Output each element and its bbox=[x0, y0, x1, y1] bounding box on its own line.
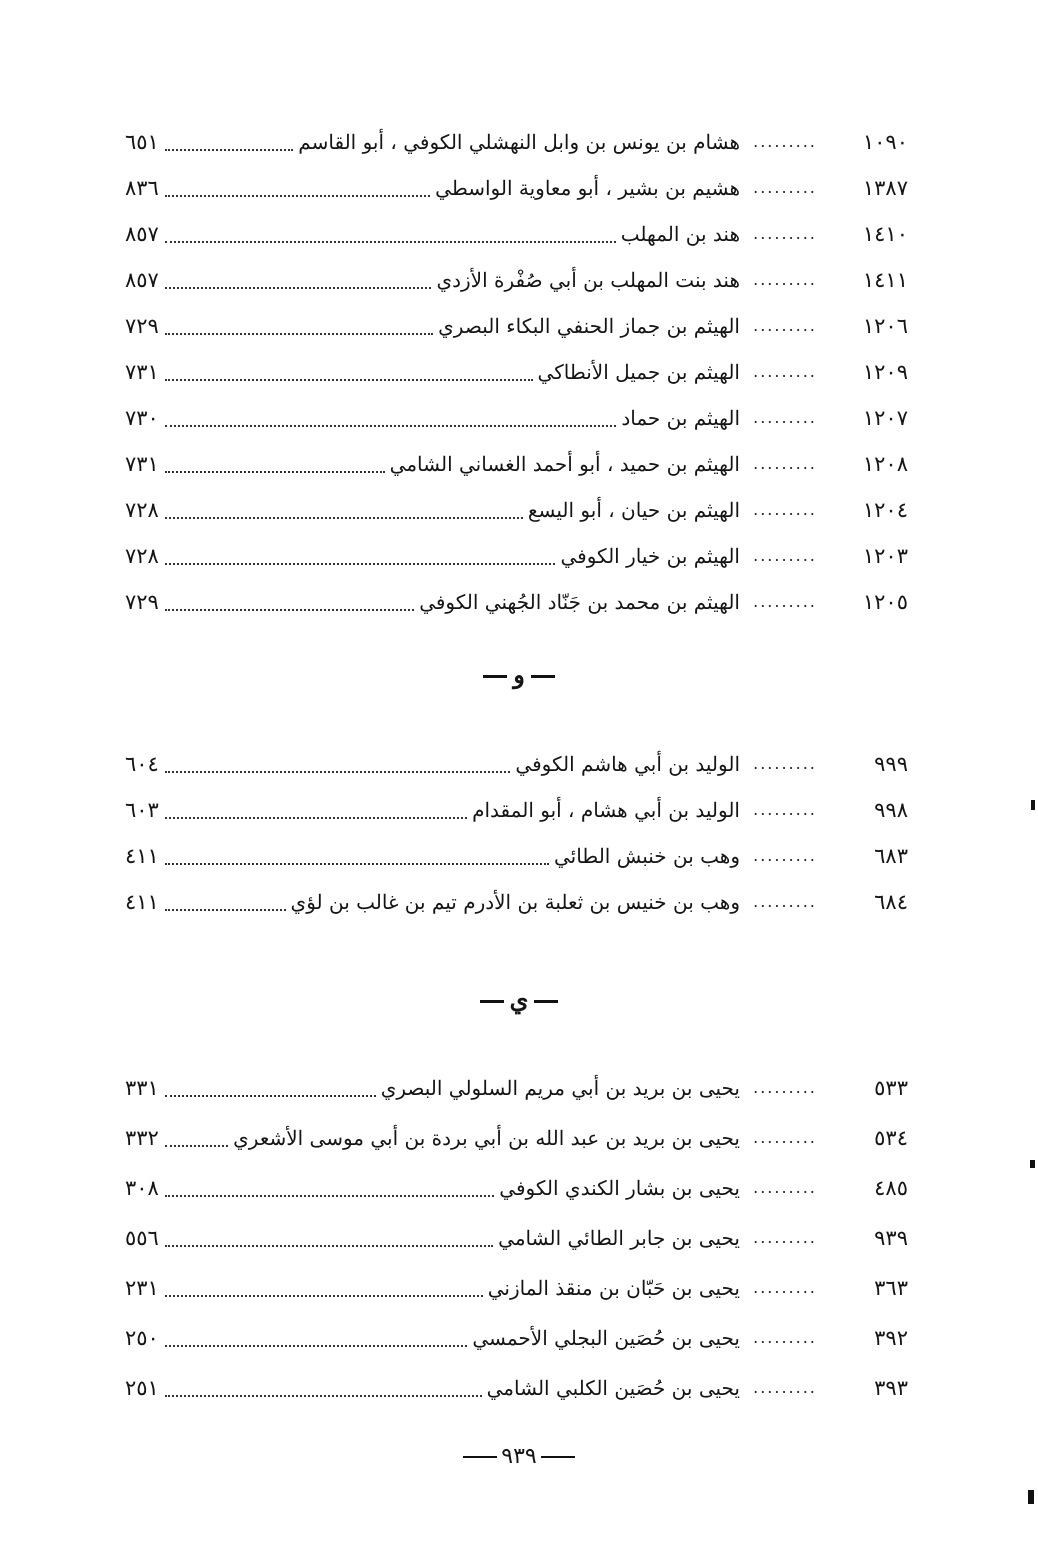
heading-dash bbox=[534, 1000, 558, 1003]
index-entry bbox=[125, 349, 908, 395]
entry-name: يحيى بن بريد بن عبد الله بن أبي بردة بن أبي موسى الأشعري bbox=[233, 1126, 740, 1150]
entry-page-ref: ٣٣١ bbox=[125, 1076, 159, 1100]
entry-page-ref: ٦٥١ bbox=[125, 130, 159, 154]
entry-name: وهب بن خنبش الطائي bbox=[553, 844, 740, 868]
entry-dot-leader bbox=[165, 149, 293, 151]
entry-leader: ......... bbox=[753, 1228, 817, 1247]
entry-name: هند بنت المهلب بن أبي صُفْرة الأزدي bbox=[436, 268, 740, 292]
page-number: ٩٣٩ bbox=[501, 1444, 537, 1469]
index-entry bbox=[125, 1263, 908, 1313]
entry-name: الهيثم بن جماز الحنفي البكاء البصري bbox=[438, 314, 740, 338]
index-entry bbox=[125, 1163, 908, 1213]
entry-number: ١٤١١ bbox=[862, 268, 908, 292]
entry-page-ref: ٨٥٧ bbox=[125, 222, 159, 246]
section-heading-waw bbox=[0, 660, 1038, 689]
entry-leader: ......... bbox=[753, 316, 817, 335]
entry-number: ٩٣٩ bbox=[874, 1226, 908, 1250]
heading-dash bbox=[531, 675, 555, 678]
entry-name: هند بن المهلب bbox=[620, 222, 740, 246]
entry-leader: ......... bbox=[753, 408, 817, 427]
entry-dot-leader bbox=[165, 287, 432, 289]
entry-page-ref: ٢٥٠ bbox=[125, 1326, 159, 1350]
index-entry bbox=[125, 1113, 908, 1163]
heading-dash bbox=[483, 675, 507, 678]
footer-dash bbox=[463, 1456, 497, 1458]
entry-number: ١٢٠٥ bbox=[862, 590, 908, 614]
entry-dot-leader bbox=[165, 909, 286, 911]
entry-dot-leader bbox=[165, 817, 467, 819]
entry-name: يحيى بن حُصَين البجلي الأحمسي bbox=[472, 1326, 740, 1350]
entry-dot-leader bbox=[165, 1195, 494, 1197]
margin-mark bbox=[1030, 1160, 1035, 1168]
index-entry bbox=[125, 395, 908, 441]
entry-leader: ......... bbox=[753, 132, 817, 151]
entry-page-ref: ٣٠٨ bbox=[125, 1176, 159, 1200]
entry-dot-leader bbox=[165, 195, 430, 197]
entry-leader: ......... bbox=[753, 500, 817, 519]
entry-name: يحيى بن جابر الطائي الشامي bbox=[498, 1226, 740, 1250]
entry-page-ref: ٧٢٩ bbox=[125, 590, 159, 614]
entry-dot-leader bbox=[165, 609, 414, 611]
entry-number: ١٢٠٤ bbox=[862, 498, 908, 522]
index-entry bbox=[125, 1063, 908, 1113]
entry-name: الهيثم بن خيار الكوفي bbox=[560, 544, 740, 568]
entry-number: ٥٣٣ bbox=[874, 1076, 908, 1100]
entry-dot-leader bbox=[165, 333, 433, 335]
entry-page-ref: ٨٥٧ bbox=[125, 268, 159, 292]
entry-name: الهيثم بن حماد bbox=[621, 406, 740, 430]
section-heading-ya bbox=[0, 985, 1038, 1014]
index-entry bbox=[125, 257, 908, 303]
entry-name: يحيى بن بشار الكندي الكوفي bbox=[499, 1176, 740, 1200]
entry-name: هشام بن يونس بن وابل النهشلي الكوفي ، أبو القاسم bbox=[298, 130, 740, 154]
entry-page-ref: ٥٥٦ bbox=[125, 1226, 159, 1250]
entry-leader: ......... bbox=[753, 846, 817, 865]
entry-dot-leader bbox=[165, 379, 533, 381]
entry-number: ١٢٠٩ bbox=[862, 360, 908, 384]
entry-name: الهيثم بن محمد بن جَنّاد الجُهني الكوفي bbox=[419, 590, 740, 614]
entry-page-ref: ٦٠٣ bbox=[125, 798, 159, 822]
entry-leader: ......... bbox=[753, 1278, 817, 1297]
margin-mark bbox=[1031, 800, 1035, 810]
entry-name: هشيم بن بشير ، أبو معاوية الواسطي bbox=[435, 176, 740, 200]
entry-number: ١٢٠٨ bbox=[862, 452, 908, 476]
entry-number: ٩٩٨ bbox=[874, 798, 908, 822]
entry-name: يحيى بن حُصَين الكلبي الشامي bbox=[486, 1376, 740, 1400]
entry-leader: ......... bbox=[753, 454, 817, 473]
index-entry bbox=[125, 879, 908, 925]
entry-dot-leader bbox=[165, 1345, 468, 1347]
entry-name: الهيثم بن حيان ، أبو اليسع bbox=[527, 498, 740, 522]
entry-dot-leader bbox=[165, 241, 616, 243]
entry-leader: ......... bbox=[753, 224, 817, 243]
index-entry bbox=[125, 487, 908, 533]
section-heading-letter: و bbox=[513, 660, 525, 689]
entry-name: الهيثم بن حميد ، أبو أحمد الغساني الشامي bbox=[389, 452, 740, 476]
entry-page-ref: ٨٣٦ bbox=[125, 176, 159, 200]
entry-number: ٤٨٥ bbox=[874, 1176, 908, 1200]
entry-leader: ......... bbox=[753, 1328, 817, 1347]
entry-dot-leader bbox=[165, 1245, 493, 1247]
margin-mark bbox=[1028, 1490, 1034, 1504]
index-section-ya bbox=[125, 1063, 908, 1413]
index-entry bbox=[125, 1363, 908, 1413]
entry-number: ١٠٩٠ bbox=[862, 130, 908, 154]
entry-page-ref: ٧٢٨ bbox=[125, 498, 159, 522]
entry-page-ref: ٢٣١ bbox=[125, 1276, 159, 1300]
entry-dot-leader bbox=[165, 1095, 376, 1097]
entry-number: ٣٩٢ bbox=[874, 1326, 908, 1350]
entry-dot-leader bbox=[165, 425, 616, 427]
footer-dash bbox=[541, 1456, 575, 1458]
entry-leader: ......... bbox=[753, 592, 817, 611]
heading-dash bbox=[480, 1000, 504, 1003]
entry-dot-leader bbox=[165, 471, 385, 473]
entry-number: ١٣٨٧ bbox=[862, 176, 908, 200]
entry-page-ref: ٧٣١ bbox=[125, 360, 159, 384]
entry-number: ١٤١٠ bbox=[862, 222, 908, 246]
index-entry bbox=[125, 119, 908, 165]
index-section-waw bbox=[125, 741, 908, 925]
entry-dot-leader bbox=[165, 863, 549, 865]
page-number-footer bbox=[0, 1444, 1038, 1469]
entry-page-ref: ٧٢٨ bbox=[125, 544, 159, 568]
entry-number: ٦٨٤ bbox=[874, 890, 908, 914]
entry-dot-leader bbox=[165, 517, 523, 519]
entry-number: ٦٨٣ bbox=[874, 844, 908, 868]
entry-leader: ......... bbox=[753, 362, 817, 381]
entry-leader: ......... bbox=[753, 800, 817, 819]
entry-leader: ......... bbox=[753, 1128, 817, 1147]
entry-name: الوليد بن أبي هاشم الكوفي bbox=[515, 752, 740, 776]
entry-leader: ......... bbox=[753, 270, 817, 289]
index-section-ha bbox=[125, 119, 908, 625]
entry-number: ٥٣٤ bbox=[874, 1126, 908, 1150]
entry-dot-leader bbox=[165, 563, 556, 565]
index-entry bbox=[125, 303, 908, 349]
entry-name: وهب بن خنيس بن ثعلبة بن الأدرم تيم بن غالب بن لؤي bbox=[290, 890, 740, 914]
entry-page-ref: ٧٣١ bbox=[125, 452, 159, 476]
entry-dot-leader bbox=[165, 771, 511, 773]
index-entry bbox=[125, 787, 908, 833]
entry-page-ref: ٤١١ bbox=[125, 844, 159, 868]
entry-page-ref: ٢٥١ bbox=[125, 1376, 159, 1400]
index-entry bbox=[125, 741, 908, 787]
entry-page-ref: ٧٢٩ bbox=[125, 314, 159, 338]
entry-page-ref: ٦٠٤ bbox=[125, 752, 159, 776]
entry-leader: ......... bbox=[753, 546, 817, 565]
entry-number: ٣٦٣ bbox=[874, 1276, 908, 1300]
index-entry bbox=[125, 165, 908, 211]
index-entry bbox=[125, 1313, 908, 1363]
index-entry bbox=[125, 211, 908, 257]
index-entry bbox=[125, 533, 908, 579]
index-entry bbox=[125, 1213, 908, 1263]
index-entry bbox=[125, 441, 908, 487]
entry-dot-leader bbox=[165, 1295, 483, 1297]
entry-page-ref: ٣٣٢ bbox=[125, 1126, 159, 1150]
section-heading-letter: ي bbox=[509, 985, 529, 1014]
entry-page-ref: ٧٣٠ bbox=[125, 406, 159, 430]
index-entry bbox=[125, 579, 908, 625]
entry-number: ٩٩٩ bbox=[874, 752, 908, 776]
entry-name: الوليد بن أبي هشام ، أبو المقدام bbox=[472, 798, 740, 822]
entry-leader: ......... bbox=[753, 1378, 817, 1397]
entry-page-ref: ٤١١ bbox=[125, 890, 159, 914]
entry-leader: ......... bbox=[753, 754, 817, 773]
entry-number: ١٢٠٧ bbox=[862, 406, 908, 430]
entry-number: ١٢٠٦ bbox=[862, 314, 908, 338]
index-entry bbox=[125, 833, 908, 879]
entry-name: الهيثم بن جميل الأنطاكي bbox=[537, 360, 740, 384]
entry-leader: ......... bbox=[753, 178, 817, 197]
entry-dot-leader bbox=[165, 1145, 228, 1147]
entry-leader: ......... bbox=[753, 1078, 817, 1097]
entry-number: ٣٩٣ bbox=[874, 1376, 908, 1400]
entry-number: ١٢٠٣ bbox=[862, 544, 908, 568]
entry-dot-leader bbox=[165, 1395, 482, 1397]
entry-name: يحيى بن حَبّان بن منقذ المازني bbox=[487, 1276, 740, 1300]
entry-name: يحيى بن بريد بن أبي مريم السلولي البصري bbox=[380, 1076, 740, 1100]
entry-leader: ......... bbox=[753, 1178, 817, 1197]
entry-leader: ......... bbox=[753, 892, 817, 911]
